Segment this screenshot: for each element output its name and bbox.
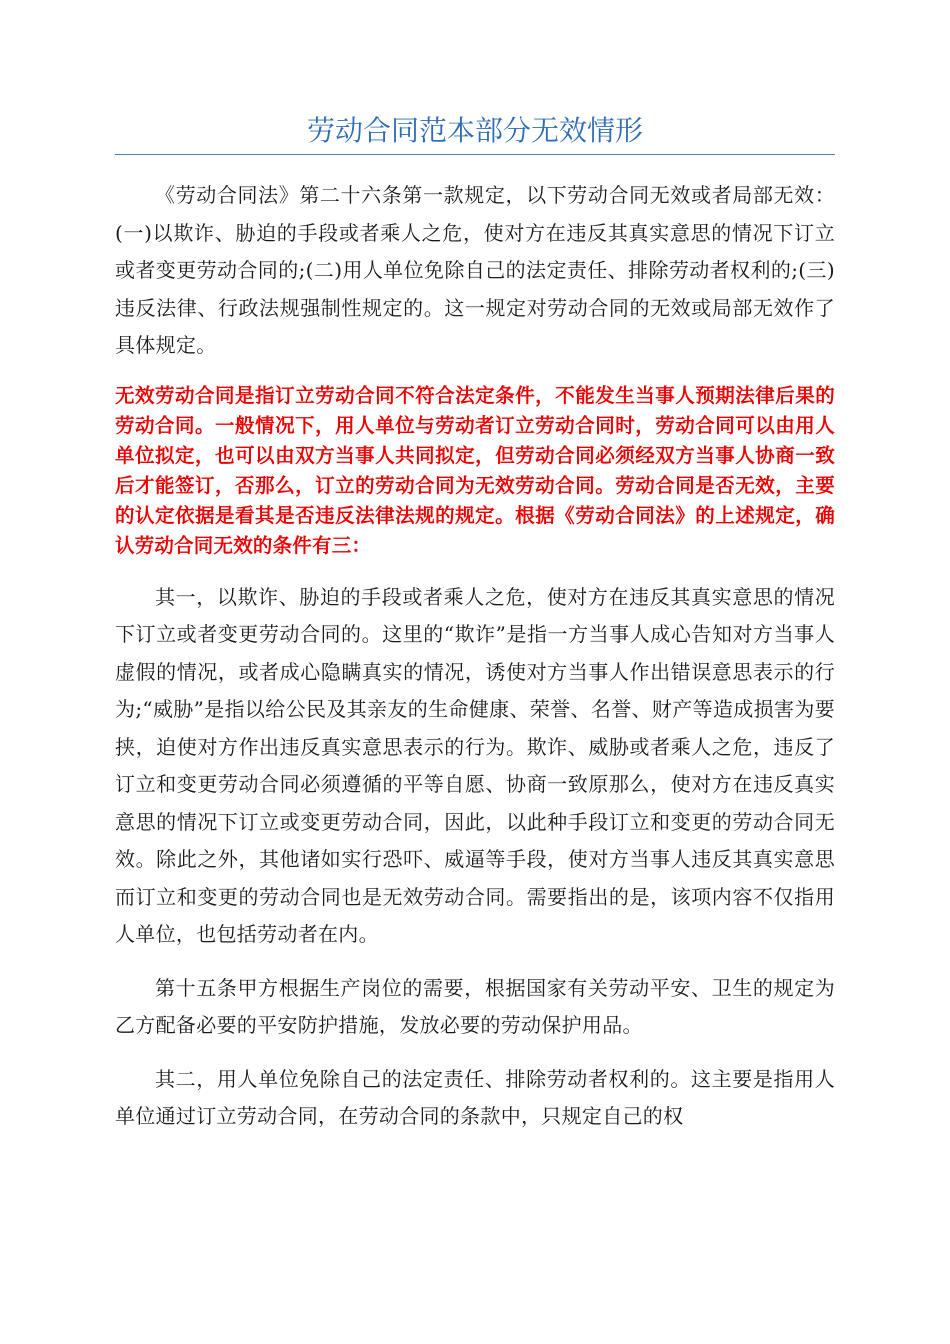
- paragraph-law-article: 《劳动合同法》第二十六条第一款规定，以下劳动合同无效或者局部无效：(一)以欺诈、胁迫的手段或者乘人之危，使对方在违反其真实意思的情况下订立或者变更劳动合同的;(二)用人单位免除自己的法定责任、排除劳动者权利的;(三)违反法律、行政法规强制性规定的。这一规定对劳动合同的无效或局部无效作了具体规定。: [115, 183, 835, 357]
- title-underline: [115, 154, 835, 155]
- document-title: 劳动合同范本部分无效情形: [306, 114, 643, 147]
- paragraph-highlight-definition: 无效劳动合同是指订立劳动合同不符合法定条件，不能发生当事人预期法律后果的劳动合同。一般情况下，用人单位与劳动者订立劳动合同时，劳动合同可以由用人单位拟定，也可以由双方当事人共同拟定，但劳动合同必须经双方当事人协商一致后才能签订，否那么，订立的劳动合同为无效劳动合同。劳动合同是否无效，主要的认定依据是看其是否违反法律法规的规定。根据《劳动合同法》的上述规定，确认劳动合同无效的条件有三：: [115, 383, 835, 557]
- document-page: [115, 108, 835, 1152]
- paragraph-article-fifteen: 第十五条甲方根据生产岗位的需要，根据国家有关劳动平安、卫生的规定为乙方配备必要的平安防护措施，发放必要的劳动保护用品。: [115, 975, 835, 1037]
- paragraph-condition-two: 其二，用人单位免除自己的法定责任、排除劳动者权利的。这主要是指用人单位通过订立劳动合同，在劳动合同的条款中，只规定自己的权: [115, 1066, 835, 1128]
- paragraph-condition-one: 其一，以欺诈、胁迫的手段或者乘人之危，使对方在违反其真实意思的情况下订立或者变更劳动合同的。这里的“欺诈”是指一方当事人成心告知对方当事人虚假的情况，或者成心隐瞒真实的情况，诱使对方当事人作出错误意思表示的行为;“威胁”是指以给公民及其亲友的生命健康、荣誉、名誉、财产等造成损害为要挟，迫使对方作出违反真实意思表示的行为。欺诈、威胁或者乘人之危，违反了订立和变更劳动合同必须遵循的平等自愿、协商一致原那么，使对方在违反真实意思的情况下订立或变更劳动合同，因此，以此种手段订立和变更的劳动合同无效。除此之外，其他诸如实行恐吓、威逼等手段，使对方当事人违反其真实意思而订立和变更的劳动合同也是无效劳动合同。需要指出的是，该项内容不仅指用人单位，也包括劳动者在内。: [115, 584, 835, 946]
